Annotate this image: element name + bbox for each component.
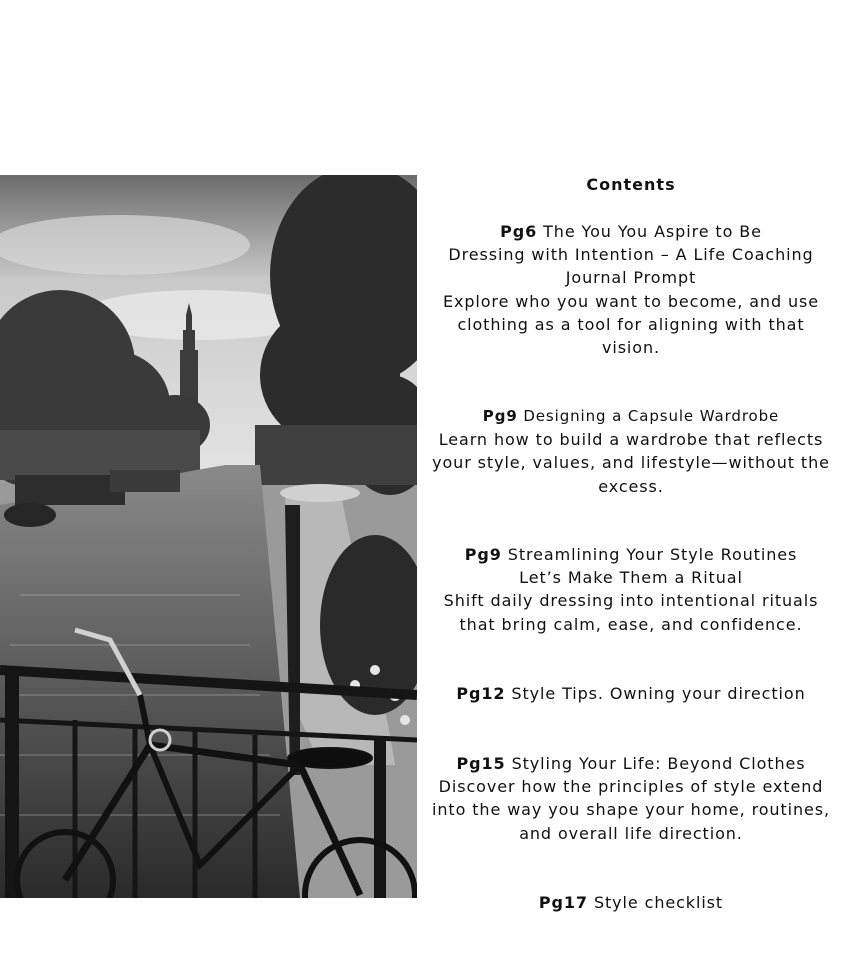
entry-title: Style checklist <box>593 893 724 912</box>
toc-entry-pg17[interactable] <box>432 891 830 914</box>
entry-subtitle: Let’s Make Them a Ritual <box>519 568 743 588</box>
toc-entry-pg9-capsule[interactable] <box>432 405 830 498</box>
page-number: Pg6 <box>500 222 538 241</box>
entry-description: Discover how the principles of style extend into the way you shape your home, routines, and overall life direction. <box>432 777 830 843</box>
entry-description: Explore who you want to become, and use clothing as a tool for aligning with that vision. <box>442 291 820 358</box>
toc-entry-pg6[interactable] <box>432 220 830 359</box>
canal-photo-illustration <box>0 175 417 898</box>
entry-title: Designing a Capsule Wardrobe <box>523 407 780 425</box>
page-number: Pg9 <box>482 407 518 425</box>
page-number: Pg15 <box>456 754 506 773</box>
toc-entry-pg12[interactable] <box>432 682 830 705</box>
entry-title: Streamlining Your Style Routines <box>507 545 798 564</box>
page-number: Pg17 <box>538 893 588 912</box>
page-number: Pg12 <box>456 684 506 703</box>
page-number: Pg9 <box>464 545 502 564</box>
contents-heading: Contents <box>586 175 676 194</box>
table-of-contents <box>432 175 830 912</box>
entry-subtitle: Dressing with Intention – A Life Coaching Journal Prompt <box>448 245 814 288</box>
entry-title: Styling Your Life: Beyond Clothes <box>511 754 806 773</box>
right-buildings <box>255 425 417 485</box>
toc-entry-pg15[interactable] <box>432 752 830 845</box>
entry-description: Shift daily dressing into intentional rituals that bring calm, ease, and confidence. <box>443 591 819 634</box>
canal-photo <box>0 175 417 898</box>
entry-title: Style Tips. Owning your direction <box>511 684 806 703</box>
entry-title: The You You Aspire to Be <box>543 222 762 241</box>
entry-description: Learn how to build a wardrobe that reflects your style, values, and lifestyle—without the excess. <box>432 430 830 496</box>
toc-entry-pg9-routines[interactable] <box>432 543 830 636</box>
